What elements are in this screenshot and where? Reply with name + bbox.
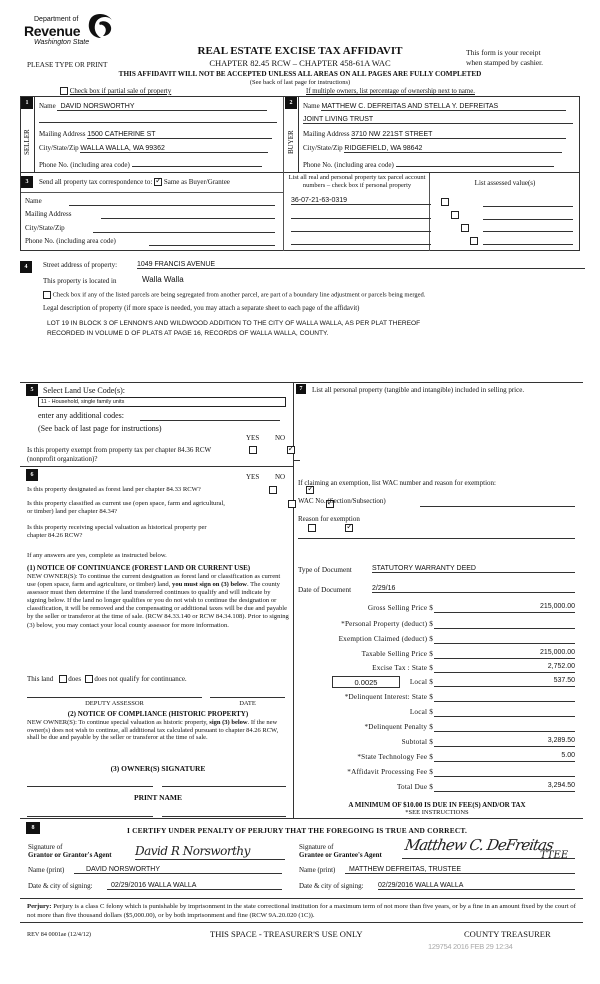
assessed-header: List assessed value(s) (474, 179, 536, 187)
parties-section (20, 96, 580, 173)
notice-compliance-title: (2) NOTICE OF COMPLIANCE (HISTORIC PROPERTY) (67, 710, 249, 718)
treasurer-stamp: 129754 2016 FEB 29 12:34 (428, 942, 513, 951)
forest-yes-checkbox[interactable] (269, 486, 277, 494)
additional-codes-row: enter any additional codes: (38, 411, 124, 420)
section5-see-back: (See back of last page for instructions) (38, 424, 162, 433)
deputy-assessor-label: DEPUTY ASSESSOR (85, 700, 144, 707)
logo-dept: Department of (34, 16, 79, 23)
state-technology-fee-field[interactable]: 5.00 (434, 752, 575, 762)
personal-property-deduct-field[interactable] (434, 619, 575, 629)
receipt-note-1: This form is your receipt (466, 48, 541, 57)
seller-name-field[interactable]: DAVID NORSWORTHY (57, 103, 267, 111)
delinquent-penalty-field[interactable] (434, 722, 575, 732)
yes-header-6: YES (246, 473, 260, 481)
gross-selling-price-label: Gross Selling Price $ (367, 604, 433, 612)
buyer-grantee-label: BUYER (287, 130, 295, 154)
doc-date-label: Date of Document (298, 586, 352, 594)
see-back-note: (See back of last page for instructions) (249, 79, 351, 86)
partial-sale-label: Check box if partial sale of property (69, 87, 172, 95)
exempt-question: Is this property exempt from property tax per chapter 84.36 RCW (nonprofit organization)? (27, 446, 211, 463)
grantor-date-field[interactable]: 02/29/2016 WALLA WALLA (107, 882, 282, 890)
historical-yes-checkbox[interactable] (308, 524, 316, 532)
seller-phone-field[interactable] (132, 158, 262, 167)
seller-mailing-row: Mailing Address 1500 CATHERINE ST (39, 130, 279, 139)
partial-sale-row (60, 87, 171, 95)
section-number-4: 4 (20, 261, 32, 273)
grantor-name-field[interactable]: DAVID NORSWORTHY (74, 866, 282, 874)
current-use-yes-checkbox[interactable] (288, 500, 296, 508)
grantor-signature-field[interactable] (135, 844, 285, 860)
seller-phone-row: Phone No. (including area code) (39, 158, 279, 169)
see-instructions-note: *SEE INSTRUCTIONS (405, 809, 469, 816)
wac-label: WAC No. (Section/Subsection) (298, 497, 386, 505)
logo-state: Washington State (34, 39, 90, 46)
buyer-name-field[interactable]: MATTHEW C. DEFREITAS AND STELLA Y. DEFREITAS (321, 103, 566, 111)
wa-dor-swirl-logo-icon (86, 12, 114, 40)
grantee-date-field[interactable]: 02/29/2016 WALLA WALLA (378, 882, 575, 890)
seller-city-field[interactable]: WALLA WALLA, WA 99362 (80, 145, 268, 153)
print-name-label: PRINT NAME (134, 793, 182, 802)
reason-field[interactable] (298, 538, 575, 539)
seller-city-row: City/State/Zip WALLA WALLA, WA 99362 (39, 144, 279, 153)
print-name-line-1[interactable] (27, 816, 153, 817)
dor-logo (22, 12, 122, 52)
corr-mailing-field[interactable] (101, 218, 275, 219)
gross-selling-price-field[interactable]: 215,000.00 (434, 603, 575, 613)
additional-codes-field[interactable] (140, 420, 280, 421)
form-number: REV 84 0001ae (12/4/12) (27, 931, 91, 938)
section-number-7: 7 (296, 384, 306, 394)
owner-signature-label: (3) OWNER(S) SIGNATURE (110, 764, 206, 773)
local-rate-box[interactable]: 0.0025 (332, 676, 400, 688)
notice-compliance-text: NEW OWNER(S): To continue special valuation as historic property, sign (3) below. If the new owner(s) does not wish to continue, all additional tax calculated pursuant to chapter 84.26 RCW, shall be due and payable by the seller or transferor at the time of sale. (27, 719, 279, 742)
excise-tax-local-field[interactable]: 537.50 (434, 677, 575, 687)
doc-date-field[interactable]: 2/29/16 (372, 585, 575, 593)
personal-property-deduct-label: *Personal Property (deduct) $ (341, 620, 433, 628)
excise-tax-local-label: Local $ (409, 678, 433, 686)
parcel-number-4[interactable] (291, 244, 431, 245)
land-use-code-select[interactable]: 11 - Household, single family units (38, 397, 286, 407)
wac-field[interactable] (420, 506, 575, 507)
delinquent-interest-state-label: *Delinquent Interest: State $ (344, 693, 433, 701)
assessor-date-label: DATE (239, 700, 256, 707)
no-header-5: NO (275, 434, 286, 442)
excise-tax-state-field[interactable]: 2,752.00 (434, 663, 575, 673)
treasurer-use-only: THIS SPACE - TREASURER'S USE ONLY (210, 929, 363, 939)
corr-phone-field[interactable] (149, 245, 275, 246)
assessed-value-1[interactable] (483, 206, 573, 207)
qualify-row: This land does does not qualify for continuance. (27, 675, 187, 683)
grantee-signature-label: Signature of Grantee or Grantee's Agent (299, 843, 382, 859)
receipt-note-2: when stamped by cashier. (466, 58, 544, 67)
yes-header-5: YES (246, 434, 260, 442)
grantee-name-row: Name (print) (299, 866, 336, 874)
logo-name: Revenue (24, 23, 81, 39)
street-address-field[interactable]: 1049 FRANCIS AVENUE (137, 261, 585, 269)
select-land-use-label: Select Land Use Code(s): (43, 386, 125, 395)
perjury-notice: Perjury: Perjury is a class C felony which is punishable by imprisonment in the state correctional institution for a maximum term of not more than five years, or by a fine in an amount fixed by the court of not more than five thousand dollars ($5,000.00), or by both imprisonment and fine (RCW 9A.20.020 (1C)). (27, 903, 576, 919)
please-type: PLEASE TYPE OR PRINT (27, 61, 108, 69)
form-chapter: CHAPTER 82.45 RCW – CHAPTER 458-61A WAC (209, 58, 391, 68)
if-yes-instruction: If any answers are yes, complete as instructed below. (27, 552, 167, 559)
minimum-due-note: A MINIMUM OF $10.00 IS DUE IN FEE(S) AND/OR TAX (348, 801, 526, 809)
corr-mailing-row: Mailing Address (25, 210, 72, 218)
assessed-value-3[interactable] (483, 231, 573, 232)
delinquent-interest-local-field[interactable] (434, 707, 575, 717)
parcel-personal-checkbox-1[interactable] (441, 198, 449, 206)
parcel-personal-checkbox-4[interactable] (470, 237, 478, 245)
buyer-phone-field[interactable] (396, 158, 554, 167)
parcel-number-3[interactable] (291, 231, 431, 232)
grantee-name-field[interactable]: MATTHEW DEFREITAS, TRUSTEE (345, 866, 575, 874)
perjury-certification: I CERTIFY UNDER PENALTY OF PERJURY THAT THE FOREGOING IS TRUE AND CORRECT. (127, 826, 467, 835)
print-name-line-2[interactable] (162, 816, 286, 817)
corr-phone-row: Phone No. (including area code) (25, 237, 116, 245)
buyer-mailing-field[interactable]: 3710 NW 221ST STREET (351, 131, 566, 139)
exempt-yes-checkbox[interactable] (249, 446, 257, 454)
doc-type-label: Type of Document (298, 566, 352, 574)
legal-description-label: Legal description of property (if more space is needed, you may attach a separate sheet to each page of the affidavit) (43, 305, 360, 312)
segregated-row: Check box if any of the listed parcels are being segregated from another parcel, are part of a boundary line adjustment or parcels being merged. (43, 291, 425, 299)
no-header-6: NO (275, 473, 286, 481)
multiple-owners-note: If multiple owners, list percentage of ownership next to name. (306, 88, 475, 95)
grantor-name-row: Name (print) (28, 866, 65, 874)
buyer-name-row: Name MATTHEW C. DEFREITAS AND STELLA Y. DEFREITAS (303, 102, 573, 111)
assessed-value-4[interactable] (483, 244, 573, 245)
total-due-label: Total Due $ (396, 783, 433, 791)
exemption-label: If claiming an exemption, list WAC number and reason for exemption: (298, 479, 496, 487)
notice-continuance-title: (1) NOTICE OF CONTINUANCE (FOREST LAND OR CURRENT USE) (27, 564, 251, 572)
section-number-3: 3 (21, 176, 33, 188)
deputy-assessor-signature-line[interactable] (27, 697, 202, 698)
parcel-number-1[interactable]: 36-07-21-63-0319 (291, 197, 431, 205)
doc-type-field[interactable]: STATUTORY WARRANTY DEED (372, 565, 575, 573)
historical-question: Is this property receiving special valuation as historical property per chapter 84.26 RCW? (27, 524, 207, 539)
delinquent-penalty-label: *Delinquent Penalty $ (364, 723, 433, 731)
assessed-value-2[interactable] (483, 219, 573, 220)
section-number-5: 5 (26, 384, 38, 396)
state-technology-fee-label: *State Technology Fee $ (357, 753, 433, 761)
taxable-selling-price-field[interactable]: 215,000.00 (434, 649, 575, 659)
legal-description-line-1[interactable]: LOT 19 IN BLOCK 3 OF LENNON'S AND WILDWOOD ADDITION TO THE CITY OF WALLA WALLA, AS PER PLAT THEREOF (47, 320, 421, 327)
delinquent-interest-state-field[interactable] (434, 692, 575, 702)
seller-name-line2[interactable] (39, 122, 277, 123)
excise-tax-state-label: Excise Tax : State $ (372, 664, 433, 672)
parcel-personal-checkbox-3[interactable] (461, 224, 469, 232)
corr-city-field[interactable] (93, 232, 275, 233)
subtotal-field[interactable]: 3,289.50 (434, 737, 575, 747)
seller-name-row (39, 102, 279, 111)
delinquent-interest-local-label: Local $ (409, 708, 433, 716)
grantee-signature: Matthew C. DeFreitas (403, 836, 555, 854)
street-row: Street address of property: (43, 261, 118, 269)
legal-description-line-2[interactable]: RECORDED IN VOLUME D OF PLATS AT PAGE 16, RECORDS OF WALLA WALLA, COUNTY. (47, 330, 329, 337)
grantor-date-row: Date & city of signing: (28, 882, 93, 890)
historical-no-checkbox[interactable] (345, 524, 353, 532)
forest-no-checkbox[interactable] (306, 486, 314, 494)
affidavit-processing-fee-label: *Affidavit Processing Fee $ (347, 768, 433, 776)
forest-land-question: Is this property designated as forest land per chapter 84.33 RCW? (27, 486, 201, 493)
personal-property-label: List all personal property (tangible and intangible) included in selling price. (312, 386, 525, 394)
exemption-claimed-label: Exemption Claimed (deduct) $ (338, 635, 433, 643)
seller-mailing-field[interactable]: 1500 CATHERINE ST (87, 131, 272, 139)
section-number-8: 8 (26, 822, 40, 834)
owner-signature-line-1[interactable] (27, 786, 153, 787)
parcel-personal-checkbox-2[interactable] (451, 211, 459, 219)
total-due-field[interactable]: 3,294.50 (434, 782, 575, 792)
buyer-phone-row: Phone No. (including area code) (303, 158, 573, 169)
parcel-number-2[interactable] (291, 218, 431, 219)
current-use-question: Is this property classified as current use (open space, farm and agricultural, or timber) land per chapter 84.34? (27, 500, 225, 515)
grantee-signature-suffix: TTEE (540, 850, 569, 861)
seller-name-label: Name (39, 102, 56, 110)
county-treasurer-label: COUNTY TREASURER (464, 929, 551, 939)
corr-name-field[interactable] (69, 205, 275, 206)
section-number-6: 6 (26, 469, 38, 481)
segregated-checkbox[interactable] (43, 291, 51, 299)
buyer-city-row: City/State/Zip RIDGEFIELD, WA 98642 (303, 144, 573, 153)
buyer-name-line2[interactable]: JOINT LIVING TRUST (303, 116, 573, 124)
grantor-signature: David R Norsworthy (135, 844, 250, 858)
section-number-1: 1 (21, 97, 33, 109)
parcel-header: List all real and personal property tax parcel account numbers – check box if personal property (288, 174, 426, 189)
notice-continuance-text: NEW OWNER(S): To continue the current designation as forest land or classification as current use (open space, farm and agriculture, or timber) land, you must sign on (3) below. The county assessor must then determine if the land transferred continues to qualify and will indicate by signing below. If the land no longer qualifies or you do not wish to continue the designation or classification, it will be removed and the compensating or additional taxes will be due and payable by the seller or transferor at the time of sale. (RCW 84.33.140 or RCW 84.34.108). Prior to signing (3) below, you may contact your local county assessor for more information. (27, 573, 289, 629)
buyer-city-field[interactable]: RIDGEFIELD, WA 98642 (344, 145, 562, 153)
corr-city-row: City/State/Zip (25, 224, 65, 232)
does-qualify-checkbox[interactable] (59, 675, 67, 683)
does-not-qualify-checkbox[interactable] (85, 675, 93, 683)
acceptance-warning: THIS AFFIDAVIT WILL NOT BE ACCEPTED UNLESS ALL AREAS ON ALL PAGES ARE FULLY COMPLETED (118, 70, 482, 78)
section-3 (20, 173, 580, 251)
buyer-mailing-row: Mailing Address 3710 NW 221ST STREET (303, 130, 573, 139)
affidavit-processing-fee-field[interactable] (434, 767, 575, 777)
seller-grantor-label: SELLER (23, 129, 31, 155)
subtotal-label: Subtotal $ (401, 738, 433, 746)
exempt-no-checkbox[interactable] (287, 446, 295, 454)
form-title: REAL ESTATE EXCISE TAX AFFIDAVIT (197, 45, 403, 57)
reason-label: Reason for exemption (298, 515, 360, 523)
section-number-2: 2 (285, 97, 297, 109)
partial-sale-checkbox[interactable] (60, 87, 68, 95)
located-in-field[interactable]: Walla Walla (142, 275, 184, 284)
exemption-claimed-field[interactable] (434, 634, 575, 644)
grantee-date-row: Date & city of signing: (299, 882, 364, 890)
taxable-selling-price-label: Taxable Selling Price $ (361, 650, 433, 658)
correspondence-row: Send all property tax correspondence to: ✓ Same as Buyer/Grantee (39, 178, 230, 186)
located-row: This property is located in (43, 277, 117, 285)
same-as-buyer-checkbox[interactable] (154, 178, 162, 186)
corr-name-row: Name (25, 197, 42, 205)
owner-signature-line-2[interactable] (162, 786, 286, 787)
grantor-signature-label: Signature of Grantor or Grantor's Agent (28, 843, 112, 859)
